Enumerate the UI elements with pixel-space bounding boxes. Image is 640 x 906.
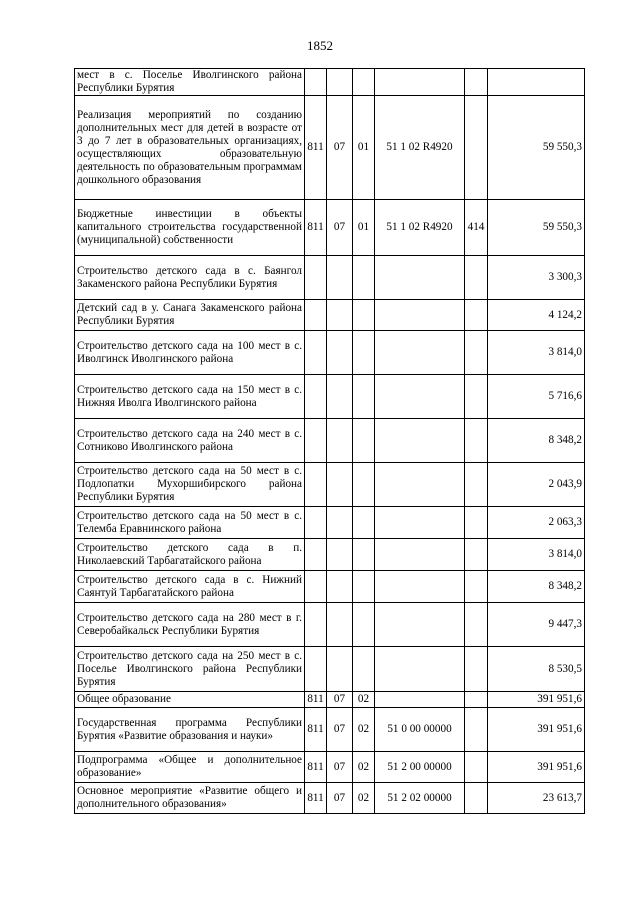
- row-target-article-code: [375, 571, 465, 603]
- row-section-code: [327, 603, 353, 647]
- table-row: [75, 463, 585, 507]
- row-amount: 2 063,3: [488, 507, 585, 539]
- page-number: 1852: [307, 38, 333, 53]
- row-ministry-code: 811: [305, 96, 327, 200]
- row-expense-type-code: [465, 507, 488, 539]
- row-name: Строительство детского сада в п. Николаевский Тарбагатайского района: [75, 539, 305, 571]
- row-subsection-code: [353, 463, 375, 507]
- row-target-article-code: [375, 463, 465, 507]
- row-name: Общее образование: [75, 692, 305, 708]
- row-ministry-code: 811: [305, 783, 327, 814]
- row-amount: 3 814,0: [488, 539, 585, 571]
- row-subsection-code: [353, 419, 375, 463]
- row-expense-type-code: [465, 783, 488, 814]
- row-subsection-code: 02: [353, 752, 375, 783]
- table-row: [75, 300, 585, 331]
- row-name: Детский сад в у. Санага Закаменского района Республики Бурятия: [75, 300, 305, 331]
- row-amount: 4 124,2: [488, 300, 585, 331]
- table-row: [75, 200, 585, 256]
- row-expense-type-code: [465, 256, 488, 300]
- row-section-code: 07: [327, 783, 353, 814]
- row-expense-type-code: [465, 331, 488, 375]
- row-target-article-code: [375, 375, 465, 419]
- row-target-article-code: [375, 647, 465, 692]
- row-amount: 8 530,5: [488, 647, 585, 692]
- row-subsection-code: [353, 375, 375, 419]
- row-section-code: [327, 375, 353, 419]
- row-expense-type-code: [465, 647, 488, 692]
- row-target-article-code: [375, 256, 465, 300]
- row-name: Строительство детского сада на 150 мест в с. Нижняя Иволга Иволгинского района: [75, 375, 305, 419]
- row-ministry-code: 811: [305, 692, 327, 708]
- row-name: Бюджетные инвестиции в объекты капитального строительства государственной (муниципальной) собственности: [75, 200, 305, 256]
- row-name: Строительство детского сада на 50 мест в с. Телемба Еравнинского района: [75, 507, 305, 539]
- row-name: Строительство детского сада в с. Нижний Саянтуй Тарбагатайского района: [75, 571, 305, 603]
- row-section-code: 07: [327, 708, 353, 752]
- row-subsection-code: 02: [353, 783, 375, 814]
- table-row: [75, 507, 585, 539]
- table-row: [75, 419, 585, 463]
- row-name: Строительство детского сада на 100 мест в с. Иволгинск Иволгинского района: [75, 331, 305, 375]
- row-expense-type-code: [465, 300, 488, 331]
- row-target-article-code: 51 1 02 R4920: [375, 96, 465, 200]
- row-ministry-code: [305, 331, 327, 375]
- table-row: [75, 256, 585, 300]
- row-name: Подпрограмма «Общее и дополнительное образование»: [75, 752, 305, 783]
- table-row: [75, 752, 585, 783]
- row-target-article-code: 51 0 00 00000: [375, 708, 465, 752]
- row-expense-type-code: [465, 463, 488, 507]
- row-subsection-code: 02: [353, 708, 375, 752]
- row-amount: 9 447,3: [488, 603, 585, 647]
- row-amount: 3 814,0: [488, 331, 585, 375]
- row-target-article-code: [375, 692, 465, 708]
- row-name: Строительство детского сада на 240 мест в с. Сотниково Иволгинского района: [75, 419, 305, 463]
- row-subsection-code: [353, 647, 375, 692]
- row-ministry-code: [305, 375, 327, 419]
- row-expense-type-code: 414: [465, 200, 488, 256]
- table-row: [75, 692, 585, 708]
- row-expense-type-code: [465, 692, 488, 708]
- table-row: [75, 69, 585, 96]
- row-amount: 391 951,6: [488, 708, 585, 752]
- row-expense-type-code: [465, 419, 488, 463]
- row-section-code: [327, 419, 353, 463]
- row-expense-type-code: [465, 375, 488, 419]
- row-expense-type-code: [465, 752, 488, 783]
- row-section-code: [327, 300, 353, 331]
- row-name: Строительство детского сада в с. Баянгол Закаменского района Республики Бурятия: [75, 256, 305, 300]
- row-target-article-code: [375, 539, 465, 571]
- row-ministry-code: [305, 507, 327, 539]
- budget-table: [74, 68, 585, 814]
- row-subsection-code: 02: [353, 692, 375, 708]
- row-target-article-code: 51 2 02 00000: [375, 783, 465, 814]
- row-ministry-code: [305, 300, 327, 331]
- row-name: Строительство детского сада на 280 мест в г. Северобайкальск Республики Бурятия: [75, 603, 305, 647]
- row-ministry-code: 811: [305, 708, 327, 752]
- row-amount: 5 716,6: [488, 375, 585, 419]
- row-name: Основное мероприятие «Развитие общего и дополнительного образования»: [75, 783, 305, 814]
- row-subsection-code: [353, 300, 375, 331]
- table-row: [75, 783, 585, 814]
- row-amount: 8 348,2: [488, 419, 585, 463]
- row-ministry-code: [305, 647, 327, 692]
- row-section-code: [327, 647, 353, 692]
- row-amount: 8 348,2: [488, 571, 585, 603]
- row-amount: 391 951,6: [488, 692, 585, 708]
- row-ministry-code: 811: [305, 752, 327, 783]
- row-subsection-code: [353, 331, 375, 375]
- row-amount: 59 550,3: [488, 200, 585, 256]
- row-section-code: 07: [327, 692, 353, 708]
- row-ministry-code: [305, 69, 327, 96]
- row-amount: 2 043,9: [488, 463, 585, 507]
- row-ministry-code: [305, 256, 327, 300]
- table-row: [75, 647, 585, 692]
- table-row: [75, 375, 585, 419]
- row-target-article-code: [375, 331, 465, 375]
- row-target-article-code: 51 1 02 R4920: [375, 200, 465, 256]
- row-ministry-code: 811: [305, 200, 327, 256]
- row-target-article-code: [375, 69, 465, 96]
- row-subsection-code: [353, 69, 375, 96]
- row-section-code: [327, 463, 353, 507]
- row-target-article-code: [375, 507, 465, 539]
- row-section-code: [327, 571, 353, 603]
- budget-table-body: [75, 69, 585, 814]
- row-subsection-code: [353, 507, 375, 539]
- row-target-article-code: [375, 603, 465, 647]
- row-target-article-code: [375, 419, 465, 463]
- row-ministry-code: [305, 603, 327, 647]
- row-amount: 3 300,3: [488, 256, 585, 300]
- row-subsection-code: [353, 256, 375, 300]
- row-subsection-code: [353, 571, 375, 603]
- row-subsection-code: [353, 539, 375, 571]
- row-name: мест в с. Поселье Иволгинского района Республики Бурятия: [75, 69, 305, 96]
- row-expense-type-code: [465, 96, 488, 200]
- row-subsection-code: [353, 603, 375, 647]
- row-expense-type-code: [465, 708, 488, 752]
- table-row: [75, 571, 585, 603]
- table-row: [75, 603, 585, 647]
- row-name: Строительство детского сада на 50 мест в с. Подлопатки Мухоршибирского района Республики Бурятия: [75, 463, 305, 507]
- row-section-code: 07: [327, 96, 353, 200]
- row-subsection-code: 01: [353, 200, 375, 256]
- row-section-code: [327, 69, 353, 96]
- row-amount: 59 550,3: [488, 96, 585, 200]
- row-section-code: [327, 539, 353, 571]
- row-name: Строительство детского сада на 250 мест в с. Поселье Иволгинского района Республики Бурятия: [75, 647, 305, 692]
- row-section-code: 07: [327, 752, 353, 783]
- row-section-code: [327, 331, 353, 375]
- row-ministry-code: [305, 463, 327, 507]
- row-expense-type-code: [465, 603, 488, 647]
- row-section-code: [327, 256, 353, 300]
- row-target-article-code: [375, 300, 465, 331]
- table-row: [75, 331, 585, 375]
- row-section-code: 07: [327, 200, 353, 256]
- row-expense-type-code: [465, 69, 488, 96]
- table-row: [75, 708, 585, 752]
- row-expense-type-code: [465, 539, 488, 571]
- row-amount: 23 613,7: [488, 783, 585, 814]
- row-name: Государственная программа Республики Бурятия «Развитие образования и науки»: [75, 708, 305, 752]
- row-amount: [488, 69, 585, 96]
- row-target-article-code: 51 2 00 00000: [375, 752, 465, 783]
- row-name: Реализация мероприятий по созданию дополнительных мест для детей в возрасте от 3 до 7 лет в образовательных организациях, осуществляющих образовательную деятельность по образовательным программам дошкольного образования: [75, 96, 305, 200]
- row-ministry-code: [305, 571, 327, 603]
- row-amount: 391 951,6: [488, 752, 585, 783]
- row-section-code: [327, 507, 353, 539]
- row-ministry-code: [305, 539, 327, 571]
- table-row: [75, 96, 585, 200]
- row-subsection-code: 01: [353, 96, 375, 200]
- row-ministry-code: [305, 419, 327, 463]
- row-expense-type-code: [465, 571, 488, 603]
- table-row: [75, 539, 585, 571]
